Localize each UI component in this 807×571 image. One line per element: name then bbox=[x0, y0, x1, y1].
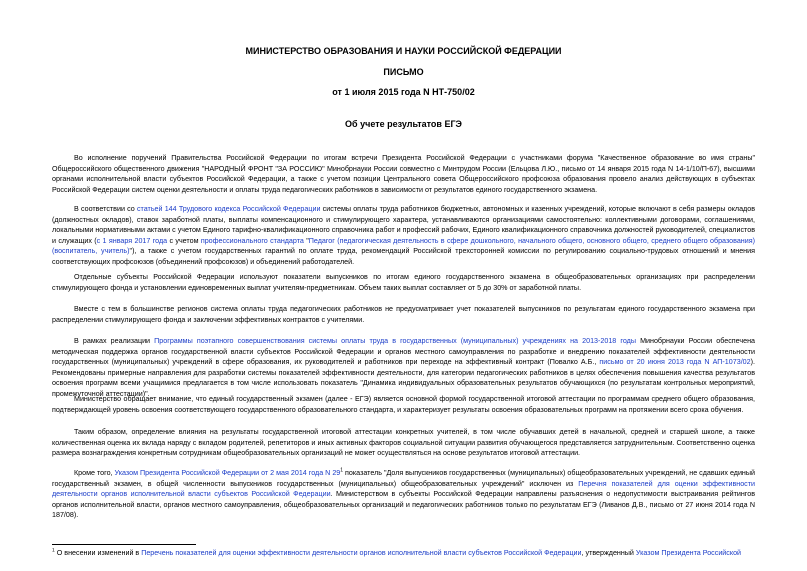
paragraph-1: Во исполнение поручений Правительства Российской Федерации по итогам встречи Президента Российской Федерации с участниками форума "Качественное образование во имя страны" Общероссийского общественного движения "НАРОДНЫЙ ФРОНТ "ЗА РОССИЮ" Минобрнауки России совместно с Минтрудом России (Ельцова Л.Ю., письмо от 14 января 2015 года N 14-1/10/П-67), высшими органами исполнительной власти субъектов Российской Федерации, а также с учетом позиции Центрального совета Общероссийского профсоюза образования провело анализ действующих в субъектах Российской Федерации систем оценки деятельности и оплаты труда педагогических работников в зависимости от результатов единого государственного экзамена. bbox=[52, 154, 755, 194]
paragraph-8 bbox=[52, 468, 755, 521]
footnote-indicators-link[interactable]: Перечень показателей для оценки эффективности деятельности органов исполнительной власти субъектов Российской Федерации bbox=[141, 549, 582, 557]
professional-standard-link[interactable]: профессионального стандарта bbox=[200, 236, 304, 245]
pedagogue-standard-link[interactable]: Педагог (педагогическая деятельность в сфере дошкольного, начального общего, основного общего, среднего общего образования) (воспитатель, учитель) bbox=[52, 236, 755, 256]
footnote-reference[interactable]: 1 bbox=[340, 467, 344, 474]
p2-text-3: с учетом bbox=[167, 236, 201, 245]
subject-heading: Об учете результатов ЕГЭ bbox=[345, 119, 462, 129]
date-2017-link[interactable]: с 1 января 2017 года bbox=[96, 236, 168, 245]
footnote-divider bbox=[52, 544, 196, 545]
p2-text-1: В соответствии со bbox=[74, 205, 137, 213]
p8-text-1: Кроме того, bbox=[74, 469, 115, 477]
p2-text-2: системы оплаты труда работников бюджетных, автономных и казенных учреждений, которые включают в себя размеры окладов (должностных окладов), ставок заработной платы, выплаты компенсационного и стимулирующего характера, устанавливаются организациями самостоятельно: коллективными договорами, соглашениями, локальными нормативными актами с учетом Единого тарифно-квалификационного справочника работ и профессий рабочих, Единого квалификационного справочника должностей руководителей, специалистов и служащих ( bbox=[52, 205, 755, 245]
presidential-decree-link[interactable]: Указом Президента Российской Федерации от 2 мая 2014 года N 29 bbox=[114, 469, 341, 477]
footnote-text-2: , утвержденный bbox=[581, 549, 636, 557]
paragraph-4: Вместе с тем в большинстве регионов система оплаты труда педагогических работников не предусматривает учет показателей выпускников по результатам единого государственного экзамена при распределении стимулирующего фонда и заключении эффективных контрактов с учителями. bbox=[52, 305, 755, 324]
p5-text-2: Минобрнауки России обеспечена методическая поддержка органов государственной власти субъектов Российской Федерации и органов местного самоуправления по разработке и внедрению показателей эффективности деятельности государственных (муниципальных) учреждений в сфере образования, их руководителей и работников при переходе на эффективный контракт (Повалко А.Б., bbox=[52, 337, 755, 367]
paragraph-6: Министерство обращает внимание, что единый государственный экзамен (далее - ЕГЭ) является основной формой государственной итоговой аттестации по программам среднего общего образования, подтверждающей уровень освоения соответствующего государственного образовательного стандарта, и характеризует результаты освоения образовательных программ на протяжении всего срока обучения. bbox=[52, 395, 755, 414]
ministry-heading: МИНИСТЕРСТВО ОБРАЗОВАНИЯ И НАУКИ РОССИЙСКОЙ ФЕДЕРАЦИИ bbox=[245, 46, 562, 56]
paragraph-2 bbox=[52, 204, 755, 268]
letter-ap-1073-link[interactable]: письмо от 20 июня 2013 года N АП-1073/02 bbox=[599, 358, 751, 367]
footnote-mark: 1 bbox=[52, 548, 55, 554]
document-type-heading: ПИСЬМО bbox=[383, 67, 424, 77]
p2-text-4: " bbox=[303, 236, 309, 245]
date-number-heading: от 1 июля 2015 года N НТ-750/02 bbox=[332, 87, 475, 97]
p2-text-5: "), а также с учетом государственных гарантий по оплате труда, рекомендаций Российской трехсторонней комиссии по регулированию социально-трудовых отношений и мнения соответствующих профсоюзов (объединений профсоюзов) и объединений работодателей. bbox=[52, 247, 755, 266]
p5-text-3: ). Рекомендованы примерные направления для разработки системы показателей эффективности деятельности, для категории педагогических работников в целях обеспечения повышения качества результатов освоения программ всеми учащимися предлагается в том числе использовать показатель "Динамика индивидуальных образовательных результатов обучающихся (по результатам контрольных мероприятий, промежуточной аттестации)". bbox=[52, 358, 755, 398]
footnote-text-1: О внесении изменений в bbox=[54, 549, 142, 557]
labor-code-article-link[interactable]: статьей 144 Трудового кодекса Российской Федерации bbox=[136, 205, 321, 213]
paragraph-5 bbox=[52, 336, 755, 400]
paragraph-7: Таким образом, определение влияния на результаты государственной итоговой аттестации конкретных учителей, в том числе обучавших детей в начальной, средней и старшей школе, а также количественная оценка их вклада наряду с вкладом родителей, репетиторов и иных активных факторов социальной ситуации развития обучающегося представляется затруднительным. Соответственно оценка размера вознаграждения конкретным сотрудникам общеобразовательных организаций не может осуществляться на основе результатов итоговой аттестации. bbox=[52, 428, 755, 458]
footnote-decree-link[interactable]: Указом Президента Российской bbox=[635, 549, 742, 557]
p8-text-2: показатель "Доля выпускников государственных (муниципальных) общеобразовательных учреждений, не сдавших единый государственный экзамен, в общей численности выпускников государственных (муниципальных) общеобразовательных учреждений" исключен из bbox=[52, 469, 755, 488]
salary-program-link[interactable]: Программы поэтапного совершенствования системы оплаты труда в государственных (муниципальных) учреждениях на 2013-2018 годы bbox=[154, 337, 636, 345]
paragraph-3: Отдельные субъекты Российской Федерации используют показатели выпускников по итогам единого государственного экзамена в общеобразовательных организациях при распределении стимулирующего фонда и установлении единовременных выплат учителям-предметникам. Объем таких выплат составляет от 5 до 30% от заработной платы. bbox=[52, 273, 755, 292]
p8-text-3: . Министерством в субъекты Российской Федерации направлены разъяснения о недопустимости выстраивания рейтингов органов исполнительной власти, органов местного самоуправления, общеобразовательных организаций и педагогических работников только по результатам ЕГЭ (Ливанов Д.В., письмо от 27 июня 2014 года N 187/08). bbox=[52, 490, 755, 520]
footnote bbox=[52, 548, 757, 559]
p5-text-1: В рамках реализации bbox=[74, 337, 155, 345]
indicators-list-link[interactable]: Перечня показателей для оценки эффективности деятельности органов исполнительной власти субъектов Российской Федерации bbox=[52, 479, 755, 499]
